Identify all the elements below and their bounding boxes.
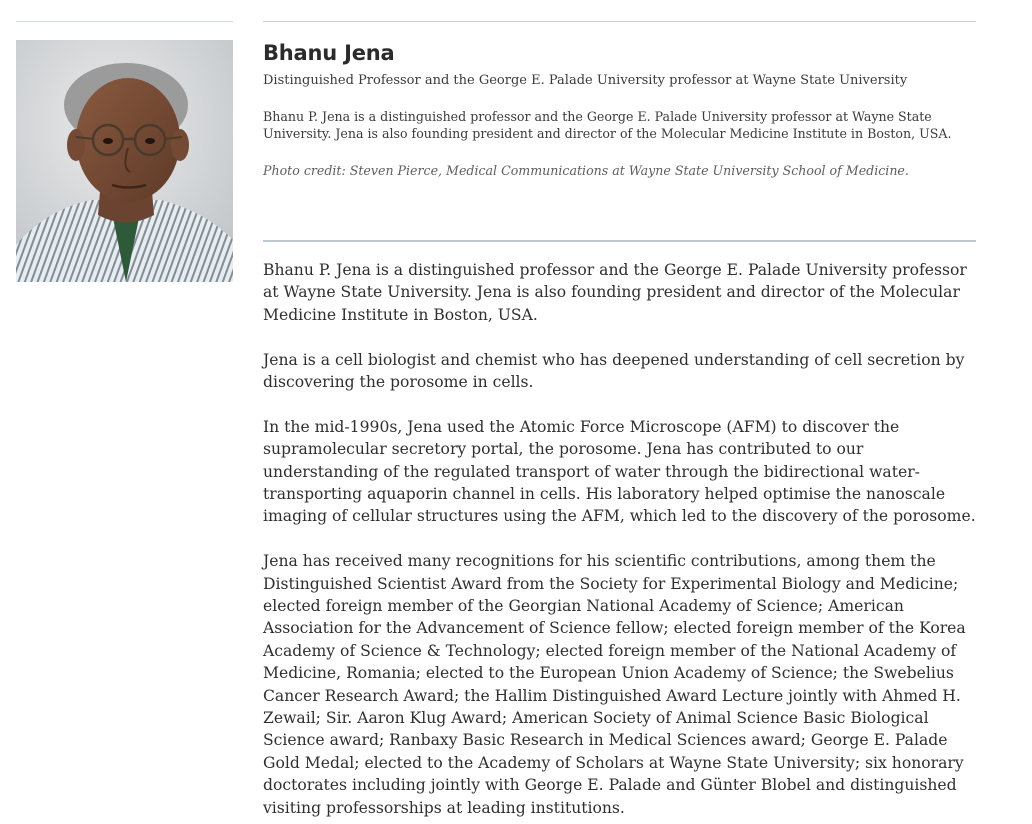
bio-paragraph: Jena is a cell biologist and chemist who has deepened understanding of cell secretion by discovering the porosome in cells.: [263, 350, 965, 392]
section-divider: [263, 240, 976, 242]
profile-short-bio: Bhanu P. Jena is a distinguished professor and the George E. Palade University professor at Wayne State University. Jena is also founding president and director of the Molecular Medicine Institute in Boston, USA.: [263, 109, 952, 141]
profile-role: Distinguished Professor and the George E. Palade University professor at Wayne State University: [263, 73, 908, 88]
profile-name: Bhanu Jena: [263, 41, 395, 65]
bio-paragraph: Jena has received many recognitions for his scientific contributions, among them the Distinguished Scientist Award from the Society for Experimental Biology and Medicine; elected foreign member of the Georgian National Academy of Science; American Association for the Advancement of Science fellow; elected foreign member of the Korea Academy of Science & Technology; elected foreign member of the National Academy of Medicine, Romania; elected to the European Union Academy of Science; the Swebelius Cancer Research Award; the Hallim Distinguished Award Lecture jointly with Ahmed H. Zewail; Sir. Aaron Klug Award; American Society of Animal Science Basic Biological Science award; Ranbaxy Basic Research in Medical Sciences award; George E. Palade Gold Medal; elected to the Academy of Scholars at Wayne State University; six honorary doctorates including jointly with George E. Palade and Günter Blobel and distinguished visiting professorships at leading institutions.: [263, 552, 966, 817]
bio-paragraph: Bhanu P. Jena is a distinguished professor and the George E. Palade University professor at Wayne State University. Jena is also founding president and director of the Molecular Medicine Institute in Boston, USA.: [263, 261, 967, 324]
left-divider: [16, 21, 233, 22]
top-divider: [263, 21, 976, 22]
biography: [263, 259, 976, 819]
profile-header: [263, 40, 976, 179]
bio-paragraph: In the mid-1990s, Jena used the Atomic Force Microscope (AFM) to discover the supramolecular secretory portal, the porosome. Jena has contributed to our understanding of the regulated transport of water through the bidirectional water-transporting aquaporin channel in cells. His laboratory helped optimise the nanoscale imaging of cellular structures using the AFM, which led to the discovery of the porosome.: [263, 417, 976, 526]
profile-photo: [16, 40, 233, 282]
photo-credit: Photo credit: Steven Pierce, Medical Communications at Wayne State University School of Medicine.: [263, 163, 909, 178]
